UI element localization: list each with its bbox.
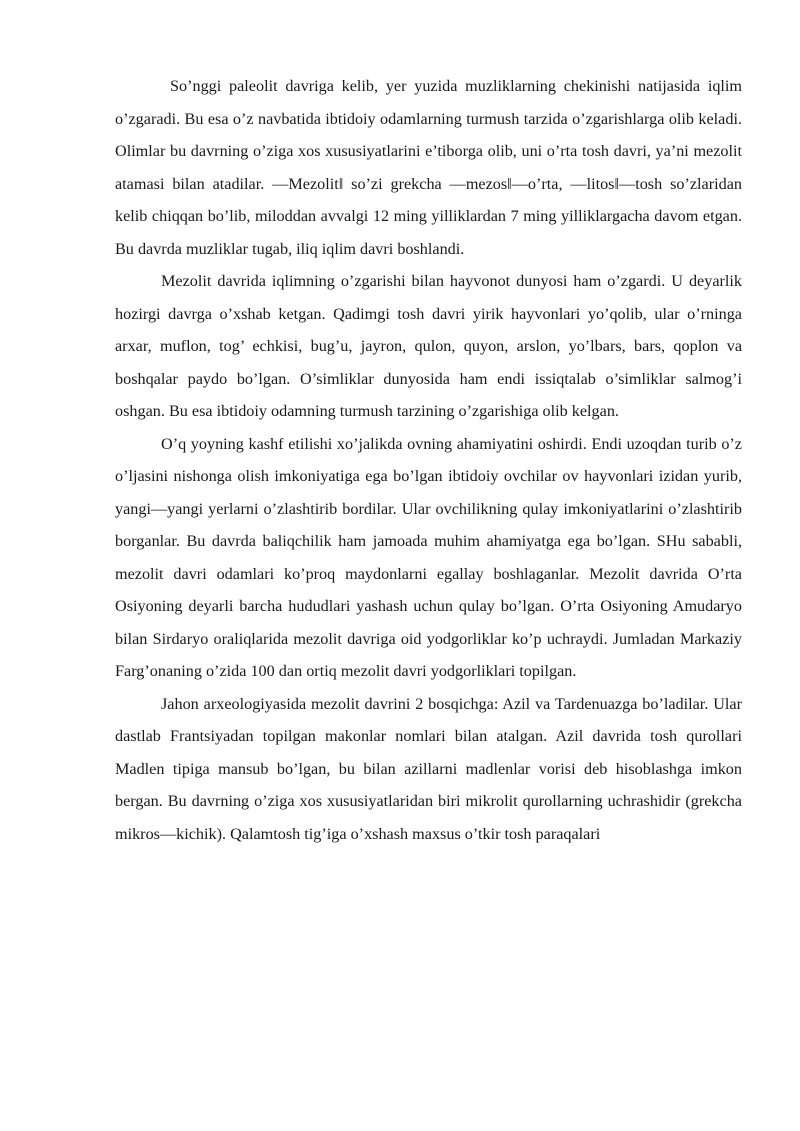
paragraph-bow-and-hunting: O’q yoyning kashf etilishi xo’jalikda ovning ahamiyatini oshirdi. Endi uzoqdan turib o’z o’ljasini nishonga olish imkoniyatiga ega bo’lgan ibtidoiy ovchilar ov hayvonlari izidan yurib, yangi—yangi yerlarni o’zlashtirib bordilar. Ular ovchilikning qulay imkoniyatlarini o’zlashtirib borganlar. Bu davrda baliqchilik ham jamoada muhim ahamiyatga ega bo’lgan. SHu sababli, mezolit davri odamlari ko’proq maydonlarni egallay boshlaganlar. Mezolit davrida O’rta Osiyoning deyarli barcha hududlari yashash uchun qulay bo’lgan. O’rta Osiyoning Amudaryo bilan Sirdaryo oraliqlarida mezolit davriga oid yodgorliklar ko’p uchraydi. Jumladan Markaziy Farg’onaning o’zida 100 dan ortiq mezolit davri yodgorliklari topilgan. bbox=[115, 434, 742, 680]
paragraph-mesolithic-fauna: Mezolit davrida iqlimning o’zgarishi bilan hayvonot dunyosi ham o’zgardi. U deyarlik hozirgi davrga o’xshab ketgan. Qadimgi tosh davri yirik hayvonlari yo’qolib, ular o’rninga arxar, muflon, tog’ echkisi, bug’u, jayron, qulon, quyon, arslon, yo’lbars, bars, qoplon va boshqalar paydo bo’lgan. O’simliklar dunyosida ham endi issiqtalab o’simliklar salmog’i oshgan. Bu esa ibtidoiy odamning turmush tarzining o’zgarishiga olib kelgan. bbox=[115, 272, 742, 420]
paragraph-paleolithic-end: So’nggi paleolit davriga kelib, yer yuzida muzliklarning chekinishi natijasida iqlim o’zgaradi. Bu esa o’z navbatida ibtidoiy odamlarning turmush tarzida o’zgarishlarga olib keladi. Olimlar bu davrning o’ziga xos xususiyatlarini e’tiborga olib, uni o’rta tosh davri, ya’ni mezolit atamasi bilan atadilar. ―Mezolit‖ so’zi grekcha ―mezos‖—o’rta, ―litos‖—tosh so’zlaridan kelib chiqqan bo’lib, miloddan avvalgi 12 ming yilliklardan 7 ming yilliklargacha davom etgan. Bu davrda muzliklar tugab, iliq iqlim davri boshlandi. bbox=[115, 77, 742, 258]
paragraph-azil-tardenuaz: Jahon arxeologiyasida mezolit davrini 2 bosqichga: Azil va Tardenuazga bo’ladilar. Ular dastlab Frantsiyadan topilgan makonlar nomlari bilan atalgan. Azil davrida tosh qurollari Madlen tipiga mansub bo’lgan, bu bilan azillarni madlenlar vorisi deb hisoblashga imkon bergan. Bu davrning o’ziga xos xususiyatlaridan biri mikrolit qurollarning uchrashidir (grekcha mikros—kichik). Qalamtosh tig’iga o’xshash maxsus o’tkir tosh paraqalari bbox=[115, 694, 742, 843]
document-page bbox=[115, 70, 742, 850]
